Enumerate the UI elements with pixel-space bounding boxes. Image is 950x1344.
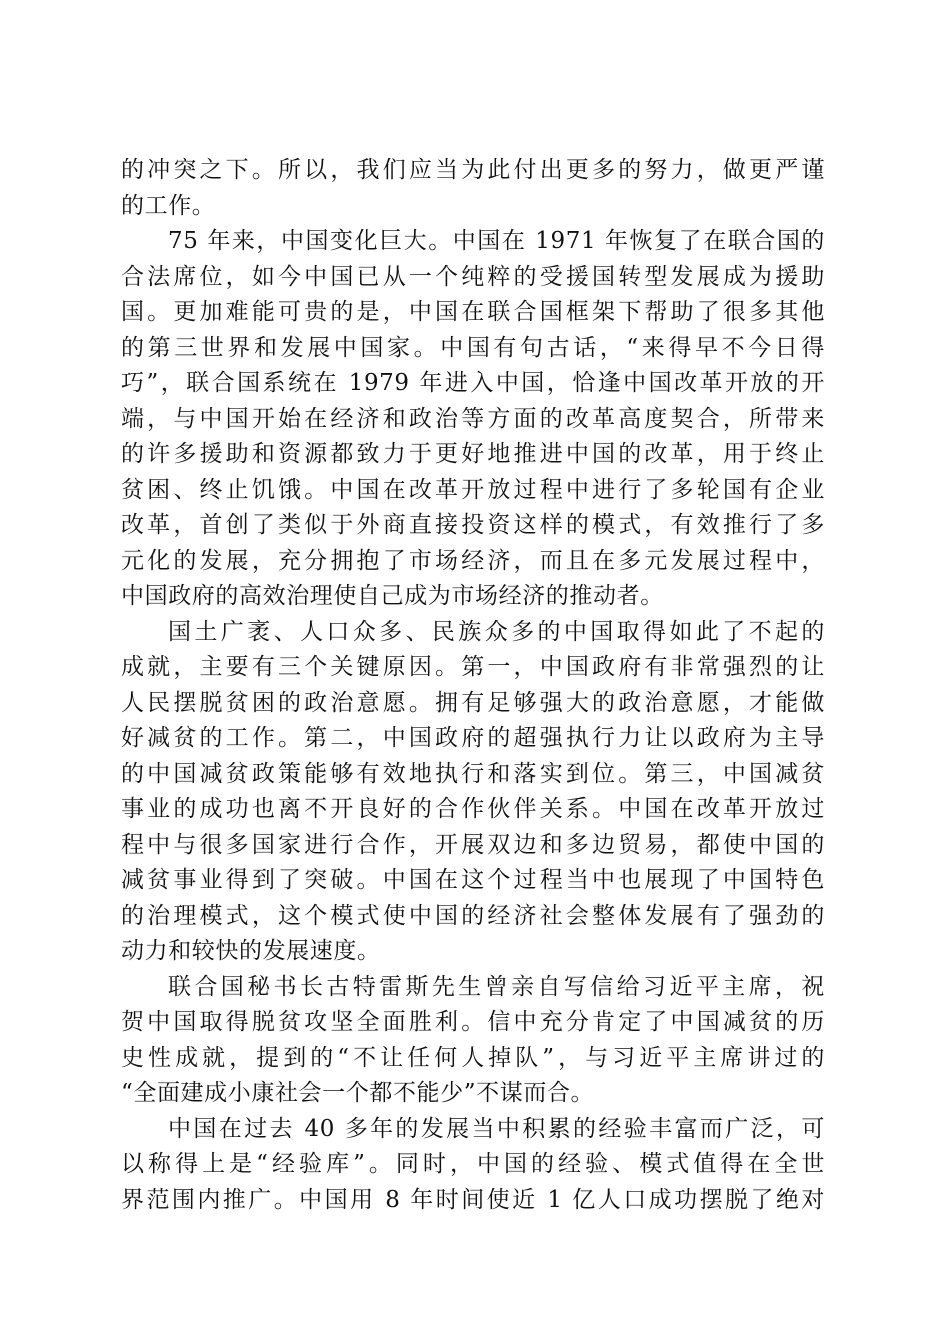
- text-line: 好减贫的工作。第二，中国政府的超强执行力让以政府为主导: [121, 725, 825, 751]
- text-line: 人民摆脱贫困的政治意愿。拥有足够强大的政治意愿，才能做: [121, 689, 825, 716]
- paragraph: [121, 615, 825, 970]
- text-line: 改革，首创了类似于外商直接投资这样的模式，有效推行了多: [121, 512, 825, 538]
- text-line: 界范围内推广。中国用 8 年时间使近 1 亿人口成功摆脱了绝对: [121, 1186, 825, 1213]
- text-line: 合法席位，如今中国已从一个纯粹的受援国转型发展成为援助: [121, 263, 825, 290]
- text-line: 成就，主要有三个关键原因。第一，中国政府有非常强烈的让: [121, 654, 825, 680]
- text-line: 程中与很多国家进行合作，开展双边和多边贸易，都使中国的: [121, 831, 825, 858]
- text-line: 巧”，联合国系统在 1979 年进入中国，恰逢中国改革开放的开: [121, 370, 825, 396]
- text-line: 事业的成功也离不开良好的合作伙伴关系。中国在改革开放过: [121, 796, 825, 822]
- text-line: 的中国减贫政策能够有效地执行和落实到位。第三，中国减贫: [121, 760, 825, 787]
- text-line: 的第三世界和发展中国家。中国有句古话，“来得早不今日得: [121, 334, 825, 361]
- text-line: 的治理模式，这个模式使中国的经济社会整体发展有了强劲的: [121, 902, 825, 929]
- text-line: 动力和较快的发展速度。: [121, 938, 381, 964]
- text-line: 国。更加难能可贵的是，中国在联合国框架下帮助了很多其他: [121, 299, 825, 325]
- paragraph: [121, 153, 825, 224]
- paragraph: [121, 1112, 825, 1219]
- text-line: 中国政府的高效治理使自己成为市场经济的推动者。: [121, 583, 664, 609]
- text-line: 端，与中国开始在经济和政治等方面的改革高度契合，所带来: [121, 405, 825, 432]
- paragraph: [121, 970, 825, 1112]
- text-line: 贫困、终止饥饿。中国在改革开放过程中进行了多轮国有企业: [121, 476, 825, 503]
- text-line: 的许多援助和资源都致力于更好地推进中国的改革，用于终止: [121, 441, 825, 467]
- text-line: 减贫事业得到了突破。中国在这个过程当中也展现了中国特色: [121, 867, 825, 893]
- text-line: 史性成就，提到的“不让任何人掉队”，与习近平主席讲过的: [121, 1044, 825, 1071]
- paragraph: [121, 224, 825, 615]
- text-line: 的工作。: [121, 192, 216, 219]
- text-line: 的冲突之下。所以，我们应当为此付出更多的努力，做更严谨: [121, 157, 825, 183]
- text-line: “全面建成小康社会一个都不能少”不谋而合。: [121, 1080, 595, 1106]
- text-line: 国土广袤、人口众多、民族众多的中国取得如此了不起的: [168, 618, 825, 645]
- text-line: 中国在过去 40 多年的发展当中积累的经验丰富而广泛，可: [168, 1115, 825, 1142]
- text-line: 75 年来，中国变化巨大。中国在 1971 年恢复了在联合国的: [168, 228, 825, 254]
- text-line: 联合国秘书长古特雷斯先生曾亲自写信给习近平主席，祝: [168, 973, 825, 1000]
- document-body: [121, 153, 825, 1218]
- text-line: 元化的发展，充分拥抱了市场经济，而且在多元发展过程中，: [121, 547, 825, 574]
- text-line: 贺中国取得脱贫攻坚全面胜利。信中充分肯定了中国减贫的历: [121, 1009, 825, 1035]
- text-line: 以称得上是“经验库”。同时，中国的经验、模式值得在全世: [121, 1151, 825, 1177]
